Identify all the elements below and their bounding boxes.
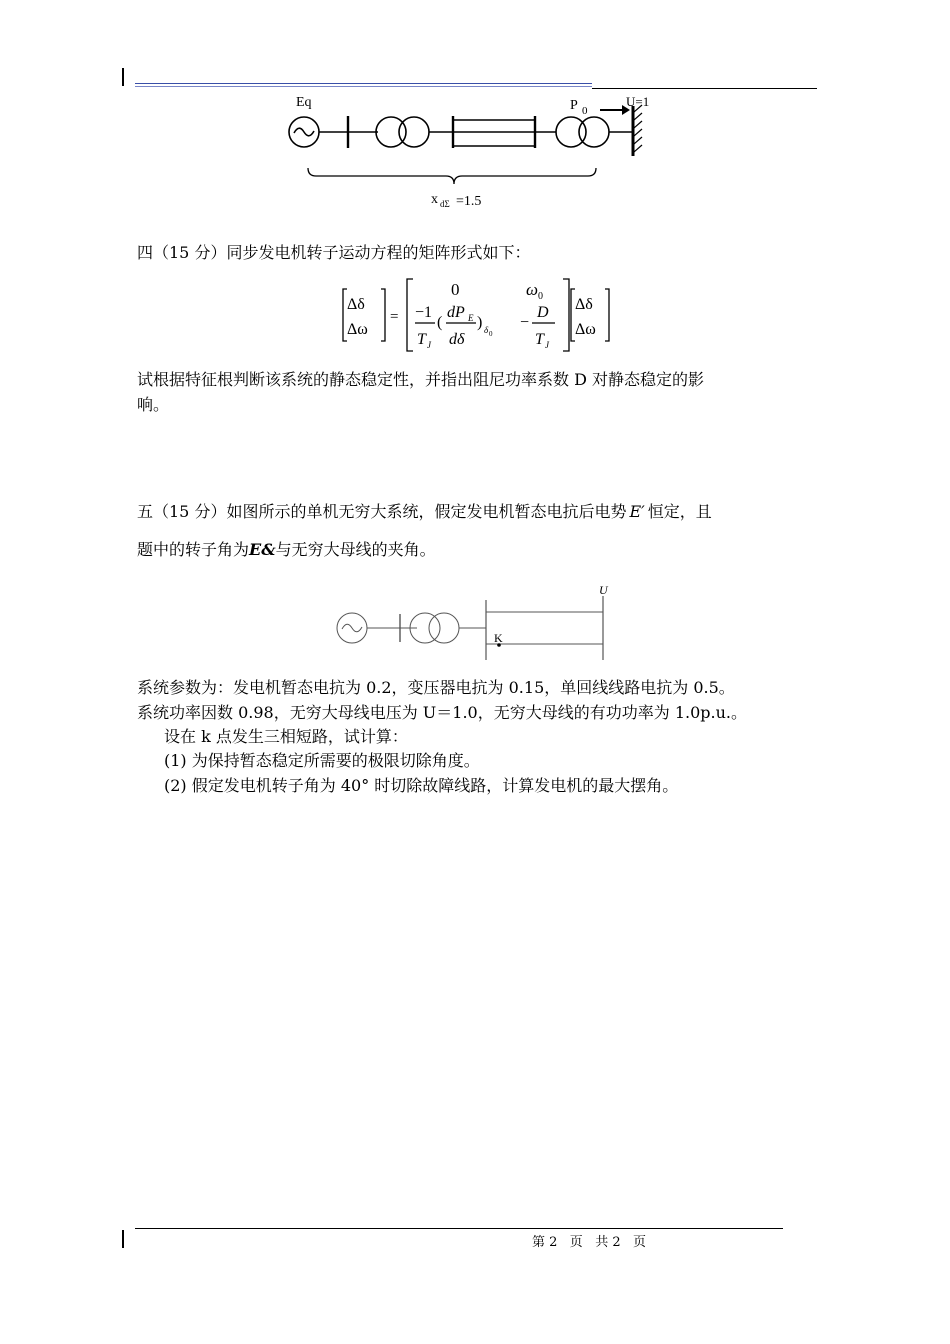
rhs-delta-delta: Δδ [575, 296, 593, 313]
d-delta-denominator: dδ [449, 331, 465, 348]
transformer-1-coil-b [399, 117, 429, 147]
q5-params-line-1: 系统参数为：发电机暂态电抗为 0.2，变压器电抗为 0.15，单回线线路电抗为 0.5。 [137, 678, 735, 697]
q5-params-line-2: 系统功率因数 0.98，无穷大母线电压为 U＝1.0，无穷大母线的有功功率为 1.0p.u.。 [137, 703, 747, 722]
reactance-brace [308, 168, 596, 184]
q5-line-1 [137, 502, 712, 522]
dp-subscript: E [468, 313, 474, 323]
q5-item-2: (2) 假定发电机转子角为 40° 时切除故障线路，计算发电机的最大摆角。 [164, 776, 679, 795]
q5-item-1: (1) 为保持暂态稳定所需要的极限切除角度。 [164, 751, 480, 770]
m22-numerator: D [537, 304, 549, 321]
transformer-1-coil-a [376, 117, 406, 147]
q4-body-line-1: 试根据特征根判断该系统的静态稳定性，并指出阻尼功率系数 D 对静态稳定的影 [137, 370, 705, 389]
q5-line-1-post: 恒定，且 [647, 502, 712, 521]
paren-open: ( [437, 314, 443, 331]
q5-fault-line: 设在 k 点发生三相短路，试计算： [164, 727, 408, 746]
m22-denominator-sub: J [545, 340, 549, 350]
q5-line-1-pre: 五（15 分）如图所示的单机无穷大系统，假定发电机暂态电抗后电势 [137, 502, 627, 521]
header-rule-blue [135, 83, 592, 84]
p0-subscript: 0 [582, 105, 588, 117]
generator-tilde [342, 624, 362, 632]
transformer-2-coil-b [579, 117, 609, 147]
header-margin-tick [122, 68, 124, 86]
page-number: 第 2 页 共 2 页 [532, 1235, 646, 1250]
q4-heading: 四（15 分）同步发电机转子运动方程的矩阵形式如下： [137, 243, 531, 262]
p0-label: P [570, 98, 578, 113]
u-voltage-label: U=1 [626, 94, 650, 109]
footer-rule [135, 1228, 783, 1229]
m22-sign: − [520, 314, 530, 331]
x-label: x [431, 192, 438, 207]
m22-denominator: T [535, 331, 544, 348]
q5-line-1-symbol: E′ [629, 502, 645, 521]
generator-tilde [294, 128, 314, 136]
x-subscript: dΣ [440, 199, 450, 209]
rhs-delta-omega: Δω [575, 321, 596, 338]
m12-subscript: 0 [538, 291, 543, 302]
transformer-2-coil-a [556, 117, 586, 147]
footer-margin-tick [122, 1230, 124, 1248]
m11: 0 [451, 280, 460, 299]
paren-close: ) [477, 314, 483, 331]
header-rule-blue-secondary [135, 86, 592, 87]
k-label: K [494, 631, 503, 645]
q4-body-line-2: 响。 [137, 395, 170, 414]
u-label: U [599, 583, 608, 597]
dp-numerator: dP [447, 304, 465, 321]
transformer-coil-b [429, 613, 459, 643]
lhs-delta-delta: Δδ [347, 296, 365, 313]
m21-denominator-sub: J [427, 340, 431, 350]
circuit-diagram-1 [270, 88, 670, 213]
eval-subscript: δ [484, 325, 489, 335]
eval-subscript-0: 0 [489, 330, 493, 338]
q5-line-2 [137, 540, 436, 560]
lhs-delta-omega: Δω [347, 321, 368, 338]
m21-denominator: T [417, 331, 426, 348]
equals-sign: = [390, 309, 399, 325]
q5-line-2-post: 与无穷大母线的夹角。 [275, 540, 436, 559]
circuit-diagram-2 [330, 580, 620, 665]
q5-line-2-symbol: E& [249, 540, 276, 559]
m12-omega: ω [526, 280, 539, 299]
eq-label: Eq [296, 95, 312, 110]
q5-line-2-pre: 题中的转子角为 [137, 540, 250, 559]
x-value: =1.5 [456, 194, 482, 209]
m21-numerator: −1 [415, 304, 433, 321]
q4-matrix-equation [335, 275, 625, 355]
